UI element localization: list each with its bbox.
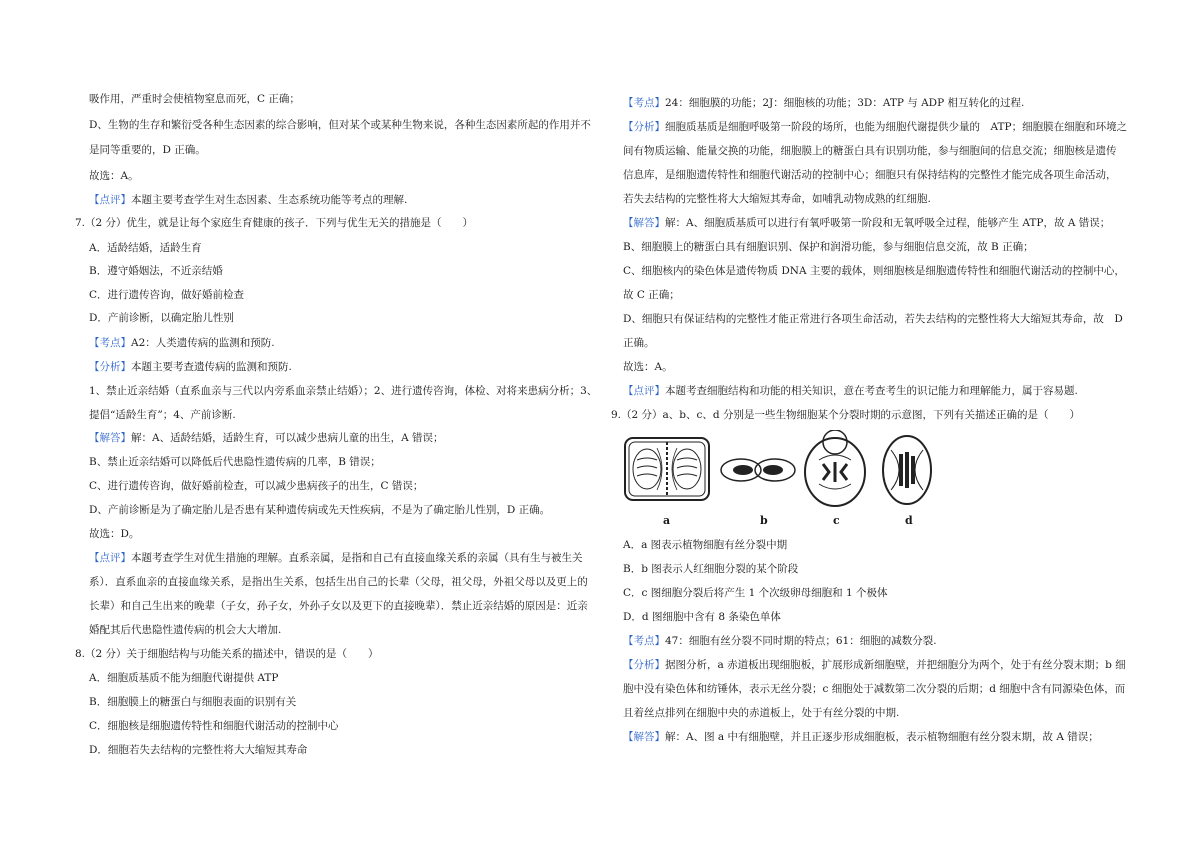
comment-text: 本题考查细胞结构和功能的相关知识，意在考查考生的识记能力和理解能力，属于容易题. xyxy=(665,385,1078,397)
analysis-text: 本题主要考查遗传病的监测和预防. xyxy=(131,361,292,373)
figure-label-c: c xyxy=(833,514,840,527)
cell-division-figure xyxy=(623,430,933,530)
option-c: C．c 图细胞分裂后将产生 1 个次级卵母细胞和 1 个极体 xyxy=(623,587,888,599)
figure-label-b: b xyxy=(760,514,768,527)
text-line: B、细胞膜上的糖蛋白具有细胞识别、保护和润滑功能，参与细胞信息交流，故 B 正确； xyxy=(623,241,1034,253)
text-line: D、产前诊断是为了确定胎儿是否患有某种遗传病或先天性疾病，不是为了确定胎儿性别，D 正确。 xyxy=(89,504,551,516)
comment-tag: 【点评】 xyxy=(89,194,131,206)
text-line: 故选：D。 xyxy=(89,528,140,540)
option-a: A．适龄结婚，适龄生育 xyxy=(89,242,202,254)
option-d: D．产前诊断，以确定胎儿性别 xyxy=(89,312,234,324)
answer-tag: 【解答】 xyxy=(623,217,665,229)
text-line: 故选：A。 xyxy=(89,170,139,182)
text-line: D、细胞只有保证结构的完整性才能正常进行各项生命活动，若失去结构的完整性将大大缩短其寿命，故 D xyxy=(623,313,1123,325)
text-line: 信息库，是细胞遗传特性和细胞代谢活动的控制中心；细胞只有保持结构的完整性才能完成各项生命活动， xyxy=(623,169,1117,181)
text-line: 若失去结构的完整性将大大缩短其寿命，如哺乳动物成熟的红细胞. xyxy=(623,193,931,205)
text-line: 提倡“适龄生育”；4、产前诊断. xyxy=(89,409,236,421)
kaodian-text: 24：细胞膜的功能；2J：细胞核的功能；3D：ATP 与 ADP 相互转化的过程. xyxy=(665,97,1025,109)
comment-text: 本题考查学生对优生措施的理解。直系亲属，是指和自己有直接血缘关系的亲属（具有生与被生关 xyxy=(131,552,583,564)
analysis-tag: 【分析】 xyxy=(623,121,665,133)
figure-label-a: a xyxy=(663,514,671,527)
option-b: B．细胞膜上的糖蛋白与细胞表面的识别有关 xyxy=(89,696,297,708)
kaodian-text: A2：人类遗传病的监测和预防. xyxy=(131,337,275,349)
option-c: C．进行遗传咨询，做好婚前检查 xyxy=(89,289,245,301)
text-line: 故选：A。 xyxy=(623,361,673,373)
analysis-text: 据图分析，a 赤道板出现细胞板，扩展形成新细胞壁，并把细胞分为两个，处于有丝分裂末期；b 细 xyxy=(665,659,1126,671)
text-line: 且着丝点排列在细胞中央的赤道板上，处于有丝分裂的中期. xyxy=(623,707,900,719)
cell-b-diagram xyxy=(721,459,795,481)
question-7: 7.（2 分）优生，就是让每个家庭生育健康的孩子．下列与优生无关的措施是（ ） xyxy=(75,217,474,229)
answer-tag: 【解答】 xyxy=(89,432,131,444)
kaodian-tag: 【考点】 xyxy=(623,97,665,109)
answer-tag: 【解答】 xyxy=(623,731,665,743)
answer-text: 解：A、图 a 中有细胞壁，并且正逐步形成细胞板，表示植物细胞有丝分裂末期，故 A 错误； xyxy=(665,731,1099,743)
answer-text: 解：A、细胞质基质可以进行有氧呼吸第一阶段和无氧呼吸全过程，能够产生 ATP，故 A 错误； xyxy=(665,217,1111,229)
kaodian-line xyxy=(75,336,275,350)
analysis-line xyxy=(623,120,1127,134)
option-d: D．d 图细胞中含有 8 条染色单体 xyxy=(623,611,781,623)
answer-line xyxy=(623,730,1099,744)
cell-a-diagram xyxy=(625,438,709,500)
question-9: 9.（2 分）a、b、c、d 分别是一些生物细胞某个分裂时期的示意图，下列有关描述正确的是（ ） xyxy=(611,409,1080,421)
text-line: 间有物质运输、能量交换的功能，细胞膜上的糖蛋白具有识别功能，参与细胞间的信息交流；细胞核是遗传 xyxy=(623,145,1117,157)
comment-tag: 【点评】 xyxy=(623,385,665,397)
option-a: A．细胞质基质不能为细胞代谢提供 ATP xyxy=(89,672,279,684)
kaodian-tag: 【考点】 xyxy=(89,337,131,349)
text-line: 吸作用，严重时会使植物窒息而死，C 正确； xyxy=(89,93,300,105)
analysis-line xyxy=(75,360,292,374)
option-c: C．细胞核是细胞遗传特性和细胞代谢活动的控制中心 xyxy=(89,720,339,732)
option-d: D．细胞若失去结构的完整性将大大缩短其寿命 xyxy=(89,744,308,756)
cell-d-diagram xyxy=(883,436,931,504)
comment-text: 本题主要考查学生对生态因素、生态系统功能等考点的理解. xyxy=(131,194,408,206)
kaodian-tag: 【考点】 xyxy=(623,635,665,647)
question-8: 8.（2 分）关于细胞结构与功能关系的描述中，错误的是（ ） xyxy=(75,648,379,660)
text-line: 正确。 xyxy=(623,337,655,349)
text-line: B、禁止近亲结婚可以降低后代患隐性遗传病的几率，B 错误； xyxy=(89,456,381,468)
text-line: 故 C 正确； xyxy=(623,289,680,301)
cell-division-diagram xyxy=(623,430,933,520)
text-line: 长辈）和自己生出来的晚辈（子女，孙子女，外孙子女以及更下的直接晚辈）．禁止近亲结婚的原因是：近亲 xyxy=(89,600,588,612)
analysis-text: 细胞质基质是细胞呼吸第一阶段的场所，也能为细胞代谢提供少量的 ATP；细胞膜在细胞和环境之 xyxy=(665,121,1128,133)
analysis-tag: 【分析】 xyxy=(89,361,131,373)
text-line: 是同等重要的，D 正确。 xyxy=(89,144,206,156)
option-b: B．b 图表示人红细胞分裂的某个阶段 xyxy=(623,563,799,575)
text-line: 系）．直系血亲的直接血缘关系，是指出生关系，包括生出自己的长辈（父母，祖父母，外祖父母以及更上的 xyxy=(89,576,588,588)
kaodian-line xyxy=(623,96,1024,110)
comment-line xyxy=(75,193,407,207)
comment-line xyxy=(623,384,1078,398)
option-b: B．遵守婚姻法，不近亲结婚 xyxy=(89,265,223,277)
answer-line xyxy=(75,431,444,445)
text-line: C、细胞核内的染色体是遗传物质 DNA 主要的载体，则细胞核是细胞遗传特性和细胞代谢活动的控制中心， xyxy=(623,265,1125,277)
answer-line xyxy=(623,216,1110,230)
answer-text: 解：A、适龄结婚，适龄生育，可以减少患病儿童的出生，A 错误； xyxy=(131,432,444,444)
comment-line xyxy=(75,551,583,565)
text-line: 胞中没有染色体和纺锤体，表示无丝分裂；c 细胞处于减数第二次分裂的后期；d 细胞中含有同源染色体，而 xyxy=(623,683,1126,695)
analysis-line xyxy=(623,658,1126,672)
text-line: 1、禁止近亲结婚（直系血亲与三代以内旁系血亲禁止结婚）；2、进行遗传咨询，体检、对将来患病分析；3、 xyxy=(89,385,598,397)
option-a: A．a 图表示植物细胞有丝分裂中期 xyxy=(623,539,788,551)
text-line: C、进行遗传咨询，做好婚前检查，可以减少患病孩子的出生，C 错误； xyxy=(89,480,424,492)
analysis-tag: 【分析】 xyxy=(623,659,665,671)
text-line: D、生物的生存和繁衍受各种生态因素的综合影响，但对某个或某种生物来说，各种生态因素所起的作用并不 xyxy=(89,119,591,131)
cell-c-diagram xyxy=(805,430,865,506)
comment-tag: 【点评】 xyxy=(89,552,131,564)
kaodian-line xyxy=(623,634,937,648)
figure-label-d: d xyxy=(905,514,913,527)
text-line: 婚配其后代患隐性遗传病的机会大大增加. xyxy=(89,624,282,636)
kaodian-text: 47：细胞有丝分裂不同时期的特点；61：细胞的减数分裂. xyxy=(665,635,937,647)
